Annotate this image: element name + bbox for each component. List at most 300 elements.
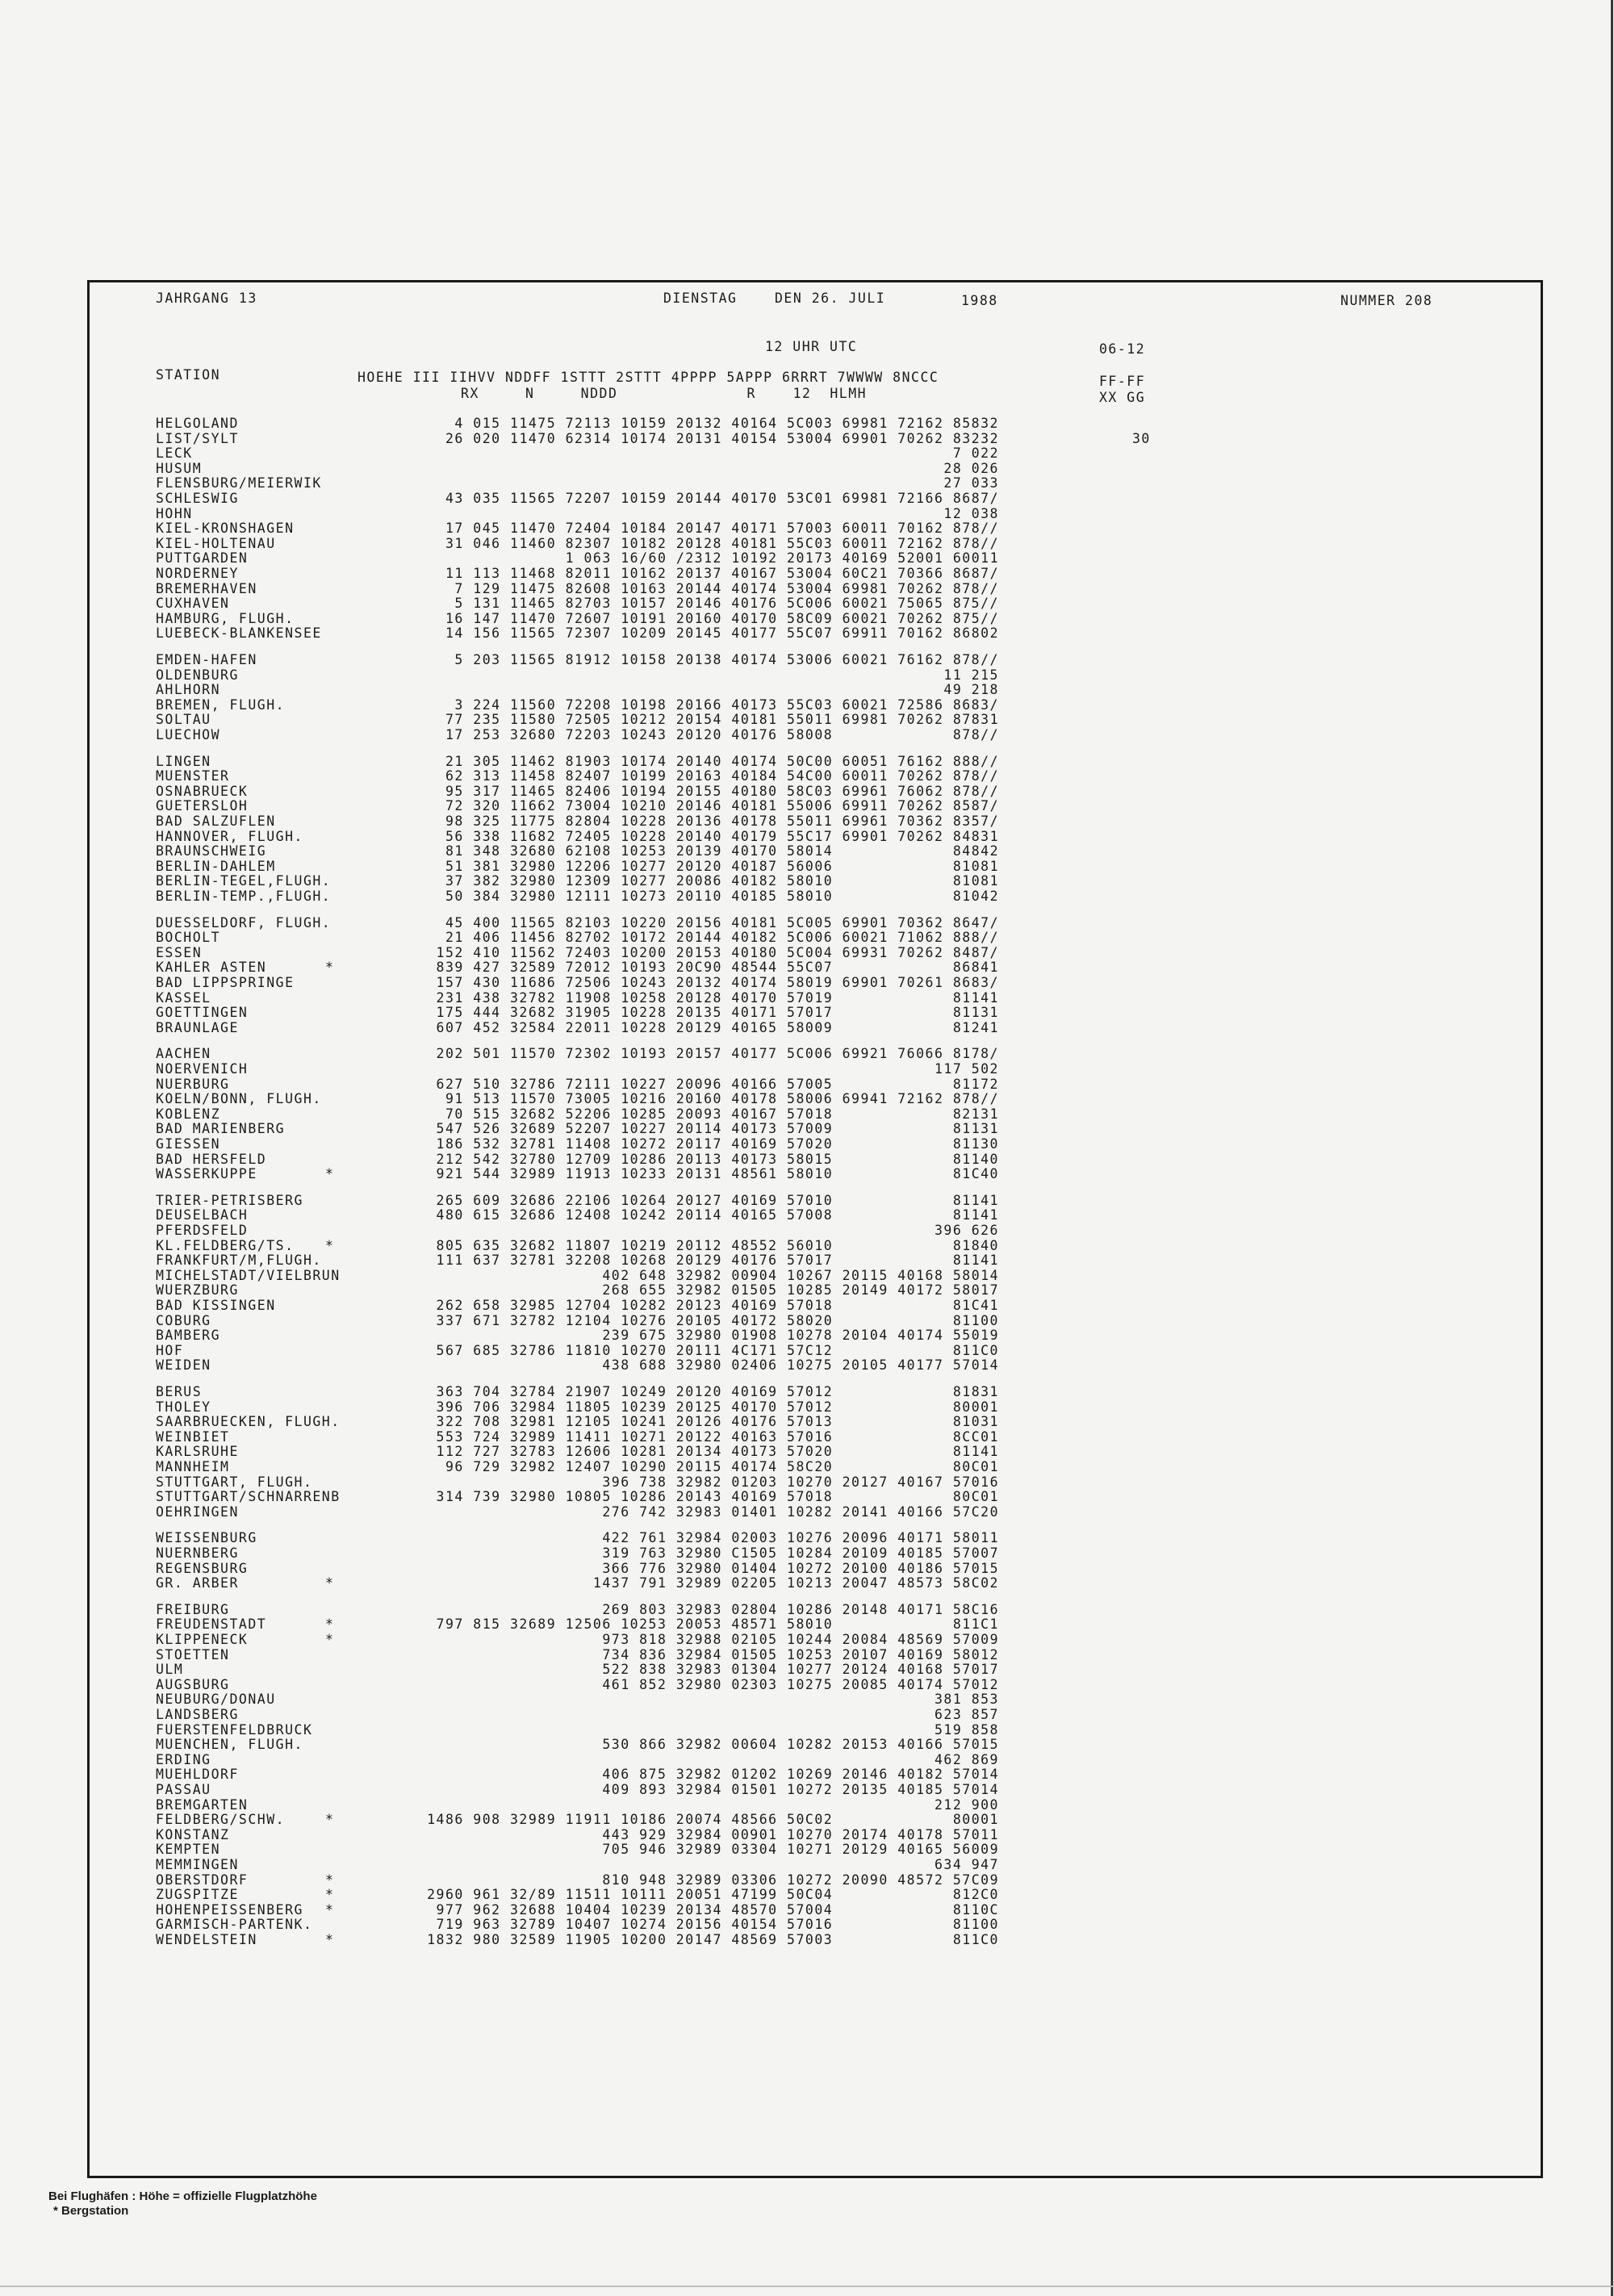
station-name: KARLSRUHE — [156, 1444, 239, 1460]
station-name: GOETTINGEN — [156, 1005, 249, 1021]
table-row — [156, 1474, 999, 1491]
observation-codes: 212 900 — [934, 1796, 999, 1813]
observation-codes: 265 609 32686 22106 10264 20127 40169 57010 81141 — [436, 1192, 999, 1208]
code-header-line-1: HOEHE III IIHVV NDDFF 1STTT 2STTT 4PPPP 5APPP 6RRRT 7WWWW 8NCCC — [358, 370, 939, 385]
observation-codes: 269 803 32983 02804 10286 20148 40171 58C16 — [602, 1601, 999, 1617]
observation-codes: 276 742 32983 01401 10282 20141 40166 57C20 — [602, 1503, 999, 1520]
observation-codes: 157 430 11686 72506 10243 20132 40174 58019 69901 70261 8683/ — [436, 975, 999, 990]
mountain-station-marker: * — [325, 1901, 335, 1918]
station-name: STUTTGART/SCHNARRENB — [156, 1489, 341, 1505]
table-row — [156, 445, 999, 462]
observation-codes: 973 818 32988 02105 10244 20084 48569 57009 — [602, 1632, 999, 1647]
station-name: HUSUM — [156, 460, 203, 476]
observation-codes: 396 626 — [934, 1223, 999, 1238]
table-row — [156, 1223, 999, 1239]
observation-codes: 7 022 — [952, 445, 999, 462]
table-row — [156, 1193, 999, 1209]
station-name: BERLIN-DAHLEM — [156, 858, 276, 874]
station-name: LIST/SYLT — [156, 430, 239, 446]
observation-codes: 16 147 11470 72607 10191 20160 40170 58C09 60021 70262 875// — [445, 610, 999, 626]
observation-codes: 31 046 11460 82307 10182 20128 40181 55C03 60011 72162 878// — [445, 535, 999, 551]
table-row — [156, 1722, 999, 1738]
observation-codes: 202 501 11570 72302 10193 20157 40177 5C006 69921 76066 8178/ — [436, 1046, 999, 1062]
table-row — [156, 930, 999, 946]
issue-number: NUMMER 208 — [1340, 293, 1433, 308]
table-row — [156, 625, 999, 642]
station-name: MUENSTER — [156, 768, 230, 784]
table-row — [156, 1343, 999, 1359]
table-row — [156, 1136, 999, 1152]
observation-codes: 186 532 32781 11408 10272 20117 40169 57020 81130 — [436, 1136, 999, 1152]
station-name: HAMBURG, FLUGH. — [156, 610, 295, 626]
station-name: STOETTEN — [156, 1646, 230, 1662]
table-row — [156, 1313, 999, 1329]
station-name: REGENSBURG — [156, 1560, 249, 1576]
year-label: 1988 — [961, 293, 998, 308]
observation-codes: 402 648 32982 00904 10267 20115 40168 58014 — [602, 1267, 999, 1283]
observation-codes: 977 962 32688 10404 10239 20134 48570 57004 8110C — [436, 1901, 999, 1918]
table-row — [156, 521, 999, 537]
mountain-station-marker: * — [325, 960, 335, 976]
station-name: WASSERKUPPE — [156, 1166, 257, 1182]
station-name: BAD SALZUFLEN — [156, 813, 276, 829]
station-name: WUERZBURG — [156, 1282, 239, 1299]
observation-codes: 623 857 — [934, 1707, 999, 1722]
weekday-label: DIENSTAG — [663, 291, 738, 306]
table-row — [156, 536, 999, 552]
table-row — [156, 1707, 999, 1723]
observation-codes: 921 544 32989 11913 10233 20131 48561 58010 81C40 — [436, 1166, 999, 1182]
station-name: DUESSELDORF, FLUGH. — [156, 914, 332, 931]
station-name: GIESSEN — [156, 1136, 221, 1152]
table-row — [156, 1932, 999, 1948]
table-row — [156, 1429, 999, 1445]
table-row — [156, 1827, 999, 1843]
table-row — [156, 550, 999, 567]
station-name: AHLHORN — [156, 682, 221, 698]
observation-codes: 381 853 — [934, 1692, 999, 1708]
observation-codes: 480 615 32686 12408 10242 20114 40165 57008 81141 — [436, 1207, 999, 1223]
table-row — [156, 990, 999, 1006]
station-name: FRANKFURT/M,FLUGH. — [156, 1253, 322, 1269]
station-name: ULM — [156, 1662, 184, 1678]
table-row — [156, 1046, 999, 1062]
station-name: KIEL-KRONSHAGEN — [156, 521, 295, 537]
mountain-station-marker: * — [325, 1872, 335, 1888]
table-row — [156, 1872, 999, 1888]
station-name: HOHN — [156, 505, 193, 521]
station-name: OEHRINGEN — [156, 1503, 239, 1520]
ff-header-line-2: XX GG — [1099, 390, 1146, 405]
station-name: FLENSBURG/MEIERWIK — [156, 475, 322, 491]
scan-bottom-line — [0, 2286, 1614, 2287]
station-name: MUENCHEN, FLUGH. — [156, 1737, 303, 1753]
station-name: KOELN/BONN, FLUGH. — [156, 1091, 322, 1107]
table-row — [156, 1662, 999, 1678]
table-row — [156, 1632, 999, 1648]
table-row — [156, 768, 999, 784]
table-row — [156, 416, 999, 432]
observation-codes: 50 384 32980 12111 10273 20110 40185 58010 81042 — [445, 889, 999, 904]
observation-codes: 366 776 32980 01404 10272 20100 40186 57015 — [602, 1560, 999, 1576]
observation-codes: 314 739 32980 10805 10286 20143 40169 57018 80C01 — [436, 1489, 999, 1505]
station-name: AACHEN — [156, 1046, 211, 1062]
table-row — [156, 1489, 999, 1505]
table-row — [156, 1842, 999, 1858]
station-name: AUGSBURG — [156, 1676, 230, 1692]
table-row — [156, 712, 999, 728]
observation-codes: 438 688 32980 02406 10275 20105 40177 57014 — [602, 1357, 999, 1374]
station-name: MANNHEIM — [156, 1459, 230, 1474]
observation-codes: 43 035 11565 72207 10159 20144 40170 53C01 69981 72166 8687/ — [445, 491, 999, 506]
table-row — [156, 813, 999, 830]
observation-codes: 91 513 11570 73005 10216 20160 40178 58006 69941 72162 878// — [445, 1091, 999, 1107]
station-name: BAD MARIENBERG — [156, 1121, 286, 1137]
table-row — [156, 889, 999, 905]
observation-codes: 547 526 32689 52207 10227 20114 40173 57009 81131 — [436, 1121, 999, 1137]
table-row — [156, 1384, 999, 1400]
table-row — [156, 1253, 999, 1269]
observation-codes: 62 313 11458 82407 10199 20163 40184 54C00 60011 70262 878// — [445, 768, 999, 784]
observation-codes: 14 156 11565 72307 10209 20145 40177 55C07 69911 70162 86802 — [445, 625, 999, 642]
mountain-station-marker: * — [325, 1575, 335, 1591]
observation-codes: 45 400 11565 82103 10220 20156 40181 5C005 69901 70362 8647/ — [445, 914, 999, 931]
station-name: KASSEL — [156, 989, 211, 1006]
observation-codes: 212 542 32780 12709 10286 20113 40173 58015 81140 — [436, 1151, 999, 1167]
observation-codes: 268 655 32982 01505 10285 20149 40172 58017 — [602, 1282, 999, 1299]
station-name: FELDBERG/SCHW. — [156, 1812, 286, 1828]
table-row — [156, 1106, 999, 1123]
observation-codes: 627 510 32786 72111 10227 20096 40166 57005 81172 — [436, 1076, 999, 1092]
table-row — [156, 1414, 999, 1430]
station-name: BAD HERSFELD — [156, 1151, 267, 1167]
mountain-station-marker: * — [325, 1812, 335, 1828]
code-header-line-2: RX N NDDD R 12 HLMH — [461, 386, 868, 401]
table-row — [156, 491, 999, 507]
station-name: TRIER-PETRISBERG — [156, 1192, 303, 1208]
observation-codes: 49 218 — [943, 682, 999, 698]
observation-codes: 27 033 — [943, 475, 999, 491]
station-name: KEMPTEN — [156, 1842, 221, 1858]
observation-codes: 406 875 32982 01202 10269 20146 40182 57014 — [602, 1767, 999, 1783]
station-name: GUETERSLOH — [156, 798, 249, 814]
table-row — [156, 430, 1151, 447]
table-row — [156, 1677, 999, 1693]
station-column-header: STATION — [156, 367, 221, 383]
observation-codes: 839 427 32589 72012 10193 20C90 48544 55C07 86841 — [436, 960, 999, 976]
observation-codes: 422 761 32984 02003 10276 20096 40171 58011 — [602, 1530, 999, 1546]
observation-codes: 81 348 32680 62108 10253 20139 40170 58014 84842 — [445, 843, 999, 859]
observation-codes: 396 738 32982 01203 10270 20127 40167 57016 — [602, 1474, 999, 1490]
table-row — [156, 1530, 999, 1546]
table-row — [156, 1152, 999, 1168]
observation-codes: 530 866 32982 00604 10282 20153 40166 57015 — [602, 1737, 999, 1753]
station-name: FUERSTENFELDBRUCK — [156, 1721, 313, 1738]
observation-codes: 3 224 11560 72208 10198 20166 40173 55C03 60021 72586 8683/ — [454, 696, 999, 713]
station-name: WEIDEN — [156, 1357, 211, 1374]
station-name: MUEHLDORF — [156, 1767, 239, 1783]
station-name: STUTTGART, FLUGH. — [156, 1474, 313, 1490]
table-row — [156, 1647, 999, 1663]
table-row — [156, 566, 999, 582]
observation-codes: 70 515 32682 52206 10285 20093 40167 57018 82131 — [445, 1106, 999, 1122]
mountain-station-marker: * — [325, 1166, 335, 1182]
station-name: WEISSENBURG — [156, 1530, 257, 1546]
table-row — [156, 1399, 999, 1416]
table-row — [156, 1545, 999, 1562]
observation-codes: 396 706 32984 11805 10239 20125 40170 57012 80001 — [436, 1399, 999, 1415]
observation-codes: 2960 961 32/89 11511 10111 20051 47199 50C04 812C0 — [427, 1887, 999, 1903]
table-row — [156, 1077, 999, 1093]
station-name: GR. ARBER — [156, 1575, 239, 1591]
table-row — [156, 1459, 999, 1475]
station-name: BAD LIPPSPRINGE — [156, 975, 295, 990]
station-name: BERUS — [156, 1384, 203, 1399]
table-row — [156, 1857, 999, 1873]
observation-codes: 11 113 11468 82011 10162 20137 40167 53004 60C21 70366 8687/ — [445, 566, 999, 581]
station-name: NOERVENICH — [156, 1061, 249, 1077]
observation-codes: 96 729 32982 12407 10290 20115 40174 58C20 80C01 — [445, 1459, 999, 1474]
observation-codes: 239 675 32980 01908 10278 20104 40174 55019 — [602, 1328, 999, 1344]
table-row — [156, 1561, 999, 1577]
station-name: WEINBIET — [156, 1428, 230, 1445]
observation-codes: 1437 791 32989 02205 10213 20047 48573 58C02 — [592, 1575, 999, 1591]
station-name: SAARBRUECKEN, FLUGH. — [156, 1414, 341, 1430]
station-name: KAHLER ASTEN — [156, 960, 267, 976]
table-row — [156, 1207, 999, 1223]
mountain-station-marker: * — [325, 1632, 335, 1647]
station-name: EMDEN-HAFEN — [156, 652, 257, 667]
observation-codes: 262 658 32985 12704 10282 20123 40169 57018 81C41 — [436, 1298, 999, 1313]
table-row — [156, 1737, 999, 1753]
jahrgang-label: JAHRGANG 13 — [156, 291, 257, 306]
table-row — [156, 1061, 999, 1077]
station-name: NEUBURG/DONAU — [156, 1692, 276, 1708]
station-name: BREMERHAVEN — [156, 580, 257, 596]
station-name: MEMMINGEN — [156, 1857, 239, 1872]
observation-codes: 1486 908 32989 11911 10186 20074 48566 50C02 80001 — [427, 1812, 999, 1828]
footnote-airport-height: Bei Flughäfen : Höhe = offizielle Flugplatzhöhe — [48, 2189, 317, 2203]
station-name: BERLIN-TEMP.,FLUGH. — [156, 889, 332, 904]
station-name: HOF — [156, 1342, 184, 1358]
mountain-station-marker: * — [325, 1616, 335, 1633]
station-name: SCHLESWIG — [156, 491, 239, 506]
observation-codes: 112 727 32783 12606 10281 20134 40173 57020 81141 — [436, 1444, 999, 1460]
station-name: GARMISCH-PARTENK. — [156, 1917, 313, 1933]
observation-codes: 72 320 11662 73004 10210 20146 40181 55006 69911 70262 8587/ — [445, 798, 999, 814]
observation-codes: 734 836 32984 01505 10253 20107 40169 58012 — [602, 1646, 999, 1662]
observation-codes: 1832 980 32589 11905 10200 20147 48569 57003 811C0 — [427, 1932, 999, 1947]
observation-codes: 21 406 11456 82702 10172 20144 40182 5C006 60021 71062 888// — [445, 930, 999, 946]
observation-codes: 77 235 11580 72505 10212 20154 40181 55011 69981 70262 87831 — [445, 712, 999, 728]
table-row — [156, 784, 999, 800]
table-row — [156, 829, 999, 845]
observation-codes: 607 452 32584 22011 10228 20129 40165 58009 81241 — [436, 1019, 999, 1035]
period-label: 06-12 — [1099, 341, 1146, 357]
station-name: BREMGARTEN — [156, 1796, 249, 1813]
station-name: MICHELSTADT/VIELBRUN — [156, 1267, 341, 1283]
observation-codes: 17 253 32680 72203 10243 20120 40176 58008 878// — [445, 727, 999, 742]
table-row — [156, 596, 999, 612]
table-row — [156, 1091, 999, 1107]
station-name: ERDING — [156, 1751, 211, 1767]
table-row — [156, 581, 999, 597]
observation-codes: 28 026 — [943, 460, 999, 476]
table-row — [156, 727, 999, 743]
station-name: LINGEN — [156, 753, 211, 769]
station-name: FREIBURG — [156, 1601, 230, 1617]
table-row — [156, 1752, 999, 1768]
table-row — [156, 1887, 999, 1903]
station-name: ZUGSPITZE — [156, 1887, 239, 1903]
observation-codes: 17 045 11470 72404 10184 20147 40171 57003 60011 70162 878// — [445, 521, 999, 537]
station-name: BERLIN-TEGEL,FLUGH. — [156, 873, 332, 889]
station-name: BOCHOLT — [156, 930, 221, 946]
table-row — [156, 975, 999, 991]
station-name: KONSTANZ — [156, 1826, 230, 1842]
station-name: NORDERNEY — [156, 566, 239, 581]
table-row — [156, 667, 999, 684]
observation-codes: 26 020 11470 62314 10174 20131 40154 53004 69901 70262 83232 — [445, 430, 999, 446]
table-row — [156, 1692, 999, 1708]
observation-codes: 634 947 — [934, 1857, 999, 1872]
scan-edge-line — [1611, 0, 1613, 2296]
table-row — [156, 1357, 999, 1374]
table-row — [156, 945, 999, 961]
observation-codes: 175 444 32682 31905 10228 20135 40171 57017 81131 — [436, 1005, 999, 1021]
observation-codes: 7 129 11475 82608 10163 20144 40174 53004 69981 70262 878// — [454, 580, 999, 596]
observation-codes: 462 869 — [934, 1751, 999, 1767]
observation-codes: 4 015 11475 72113 10159 20132 40164 5C003 69981 72162 85832 — [454, 416, 999, 431]
table-row — [156, 682, 999, 698]
observation-codes: 152 410 11562 72403 10200 20153 40180 5C004 69931 70262 8487/ — [436, 944, 999, 960]
station-name: ESSEN — [156, 944, 203, 960]
table-row — [156, 461, 999, 477]
station-name: SOLTAU — [156, 712, 211, 728]
ff-header-line-1: FF-FF — [1099, 374, 1146, 389]
table-row — [156, 1616, 999, 1633]
table-row — [156, 1282, 999, 1299]
table-row — [156, 506, 999, 522]
table-row — [156, 873, 999, 889]
observation-codes: 5 203 11565 81912 10158 20138 40174 53006 60021 76162 878// — [454, 652, 999, 667]
mountain-station-marker: * — [325, 1887, 335, 1903]
table-row — [156, 915, 999, 931]
station-name: OBERSTDORF — [156, 1872, 249, 1888]
station-name: OSNABRUECK — [156, 783, 249, 799]
table-row — [156, 1166, 999, 1182]
observation-codes: 95 317 11465 82406 10194 20155 40180 58C03 69961 76062 878// — [445, 783, 999, 799]
observation-codes: 409 893 32984 01501 10272 20135 40185 57014 — [602, 1782, 999, 1797]
observation-codes: 11 215 — [943, 667, 999, 683]
table-row — [156, 859, 999, 875]
station-name: OLDENBURG — [156, 667, 239, 683]
table-row — [156, 1602, 999, 1618]
station-name: KIEL-HOLTENAU — [156, 535, 276, 551]
observation-codes: 117 502 — [934, 1061, 999, 1077]
table-row — [156, 754, 999, 770]
observation-codes: 1 063 16/60 /2312 10192 20173 40169 52001 60011 — [565, 550, 999, 567]
station-name: NUERBURG — [156, 1076, 230, 1092]
station-name: KL.FELDBERG/TS. — [156, 1237, 295, 1253]
observation-codes: 705 946 32989 03304 10271 20129 40165 56009 — [602, 1842, 999, 1858]
station-name: CUXHAVEN — [156, 596, 230, 612]
observation-codes: 319 763 32980 C1505 10284 20109 40185 57007 — [602, 1545, 999, 1561]
observation-codes: 37 382 32980 12309 10277 20086 40182 58010 81081 — [445, 873, 999, 889]
observation-codes: 719 963 32789 10407 10274 20156 40154 57016 81100 — [436, 1917, 999, 1933]
station-name: NUERNBERG — [156, 1545, 239, 1561]
table-row — [156, 1121, 999, 1137]
station-name: KLIPPENECK — [156, 1632, 249, 1647]
observation-codes: 522 838 32983 01304 10277 20124 40168 57017 — [602, 1662, 999, 1678]
table-row — [156, 1020, 999, 1036]
station-name: HOHENPEISSENBERG — [156, 1901, 303, 1918]
station-name: PFERDSFELD — [156, 1223, 249, 1238]
time-heading: 12 UHR UTC — [765, 339, 858, 354]
observation-codes: 553 724 32989 11411 10271 20122 40163 57016 8CC01 — [436, 1428, 999, 1445]
table-row — [156, 652, 999, 668]
station-name: BRAUNLAGE — [156, 1019, 239, 1035]
station-name: COBURG — [156, 1312, 211, 1328]
observation-codes: 810 948 32989 03306 10272 20090 48572 57C09 — [602, 1872, 999, 1888]
station-name: BRAUNSCHWEIG — [156, 843, 267, 859]
station-name: HELGOLAND — [156, 416, 239, 431]
table-row — [156, 1238, 999, 1254]
footnote-mountain-station: * Bergstation — [53, 2204, 129, 2218]
observation-codes: 12 038 — [943, 505, 999, 521]
station-name: BAD KISSINGEN — [156, 1298, 276, 1313]
table-row — [156, 798, 999, 814]
mountain-station-marker: * — [325, 1237, 335, 1253]
observation-codes: 5 131 11465 82703 10157 20146 40176 5C006 60021 75065 875// — [454, 596, 999, 612]
station-name: BREMEN, FLUGH. — [156, 696, 286, 713]
table-row — [156, 697, 999, 713]
table-row — [156, 1767, 999, 1783]
observation-codes: 98 325 11775 82804 10228 20136 40178 55011 69961 70362 8357/ — [445, 813, 999, 829]
table-row — [156, 1268, 999, 1284]
station-name: WENDELSTEIN — [156, 1932, 257, 1947]
observation-codes: 805 635 32682 11807 10219 20112 48552 56010 81840 — [436, 1237, 999, 1253]
table-row — [156, 843, 999, 859]
observation-codes: 461 852 32980 02303 10275 20085 40174 57012 — [602, 1676, 999, 1692]
station-name: LANDSBERG — [156, 1707, 239, 1722]
station-name: LUEBECK-BLANKENSEE — [156, 625, 322, 642]
station-name: THOLEY — [156, 1399, 211, 1415]
observation-codes: 111 637 32781 32208 10268 20129 40176 57017 81141 — [436, 1253, 999, 1269]
station-name: BAMBERG — [156, 1328, 221, 1344]
mountain-station-marker: * — [325, 1932, 335, 1947]
table-row — [156, 1328, 999, 1344]
observation-codes: 231 438 32782 11908 10258 20128 40170 57019 81141 — [436, 989, 999, 1006]
gust-value: 30 — [1132, 430, 1151, 446]
date-label: DEN 26. JULI — [775, 291, 886, 306]
table-row — [156, 1782, 999, 1798]
station-name: LUECHOW — [156, 727, 221, 742]
station-name: PUTTGARDEN — [156, 550, 249, 567]
observation-codes: 443 929 32984 00901 10270 20174 40178 57011 — [602, 1826, 999, 1842]
observation-codes: 51 381 32980 12206 10277 20120 40187 56006 81081 — [445, 858, 999, 874]
station-name: KOBLENZ — [156, 1106, 221, 1122]
table-row — [156, 1812, 999, 1828]
observation-codes: 519 858 — [934, 1721, 999, 1738]
station-name: FREUDENSTADT — [156, 1616, 267, 1633]
station-name: PASSAU — [156, 1782, 211, 1797]
table-row — [156, 1298, 999, 1314]
station-name: HANNOVER, FLUGH. — [156, 828, 303, 844]
observation-codes: 363 704 32784 21907 10249 20120 40169 57012 81831 — [436, 1384, 999, 1399]
station-name: LECK — [156, 445, 193, 462]
observation-codes: 21 305 11462 81903 10174 20140 40174 50C00 60051 76162 888// — [445, 753, 999, 769]
